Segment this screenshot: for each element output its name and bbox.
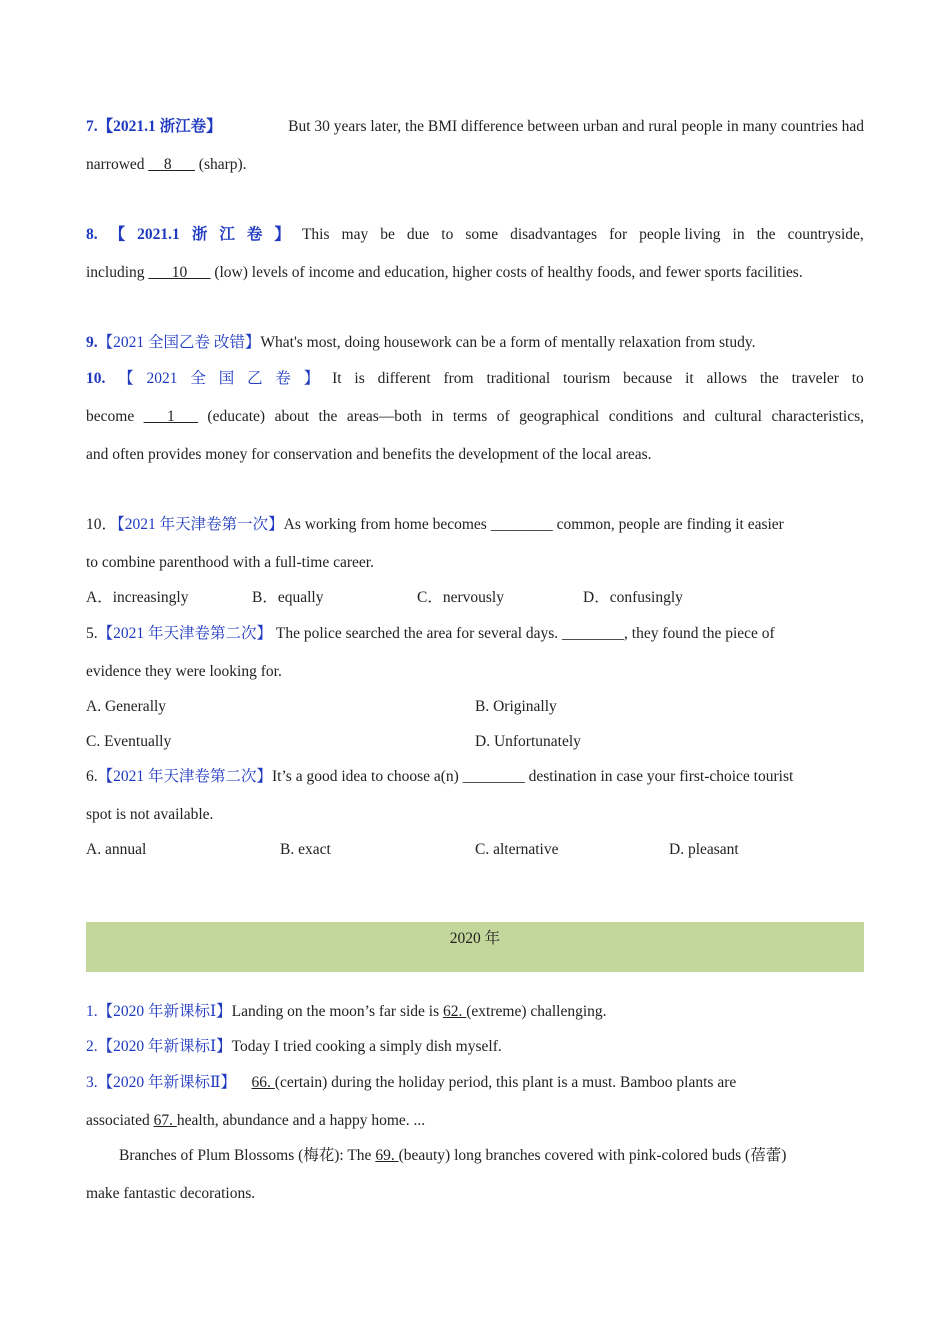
q8-word: This	[301, 226, 330, 243]
q5-line2: evidence they were looking for.	[86, 663, 282, 680]
q10a-blank: ___1___	[143, 408, 198, 425]
q6-option-d[interactable]: D. pleasant	[669, 841, 739, 858]
q10a-word: areas—both	[346, 408, 422, 425]
s3-text2a: associated	[86, 1112, 154, 1129]
q7-line2	[86, 155, 864, 175]
q10b-line1	[86, 515, 864, 535]
q10a-word: it	[685, 370, 694, 387]
q10a-line3: and often provides money for conservation and benefits the development of the local areas.	[86, 446, 652, 463]
q10a-tag-w3: 全	[190, 370, 206, 387]
section-header-2020	[86, 922, 864, 972]
q8-tag-w5: 卷	[246, 226, 263, 243]
q9-number: 9.	[86, 334, 98, 351]
q5-number: 5.	[86, 625, 98, 642]
q8-tag-w4: 江	[219, 226, 235, 243]
s3-text3a: Branches of Plum Blossoms (梅花): The	[119, 1147, 376, 1164]
q5-option-d[interactable]: D. Unfortunately	[475, 733, 581, 750]
s3-blank-69: 69.	[375, 1147, 399, 1164]
q10a-word: traditional	[486, 370, 551, 387]
s3-blank-66: 66.	[251, 1074, 275, 1091]
q8-text2b: (low) levels of income and education, higher costs of healthy foods, and fewer sports facilities.	[210, 264, 803, 281]
q10a-word: in	[431, 408, 444, 425]
q10a-word: traveler	[791, 370, 839, 387]
q10a-tag-w6: 卷	[275, 370, 291, 387]
q8-word: in	[732, 226, 745, 243]
q10b-line2: to combine parenthood with a full-time career.	[86, 554, 374, 571]
s1-blank: 62.	[443, 1003, 467, 1020]
q10a-word: become	[86, 408, 135, 425]
q10a-word: terms	[452, 408, 488, 425]
q7-text2b: (sharp).	[194, 156, 247, 173]
q6-line1	[86, 767, 864, 787]
s1-source-tag: 1.【2020 年新课标Ⅰ】	[86, 1003, 232, 1020]
q10b-source-tag: 【2021 年天津卷第一次】	[117, 516, 284, 533]
s2-text: Today I tried cooking a simply dish myself.	[231, 1038, 502, 1055]
q10a-word: of	[496, 408, 510, 425]
q10a-word: and	[682, 408, 706, 425]
q5-text1: The police searched the area for several days. ________, they found the piece of	[272, 625, 775, 642]
q5-option-c[interactable]: C. Eventually	[86, 733, 172, 750]
q10b-option-b[interactable]: B．equally	[252, 589, 324, 606]
q8-tag-w3: 浙	[191, 226, 208, 243]
q6-option-c[interactable]: C. alternative	[475, 841, 559, 858]
q5-option-a[interactable]: A. Generally	[86, 698, 167, 715]
s2-source-tag: 2.【2020 年新课标Ⅰ】	[86, 1038, 232, 1055]
q8-tag-w0: 8.	[86, 226, 98, 243]
q10b-options	[86, 588, 864, 608]
q10a-word: about	[274, 408, 309, 425]
s3-text2b: health, abundance and a happy home. ...	[176, 1112, 426, 1129]
s3-blank-67: 67.	[153, 1112, 177, 1129]
q7-text1: But 30 years later, the BMI difference between urban and rural people in many countries had	[288, 118, 864, 135]
q10a-word: tourism	[562, 370, 611, 387]
q10a-tag-w5: 乙	[247, 370, 263, 387]
q8-tag-w6: 】	[274, 226, 290, 243]
q8-tag-w2: 2021.1	[137, 226, 180, 243]
q10a-word: because	[623, 370, 673, 387]
q10b-option-d[interactable]: D．confusingly	[583, 589, 683, 606]
q5-line1	[86, 624, 864, 644]
q9-line	[86, 333, 864, 353]
q10a-word: conditions	[608, 408, 674, 425]
s3-line1	[86, 1073, 864, 1093]
q7-text2a: narrowed	[86, 156, 149, 173]
q8-word: the	[756, 226, 776, 243]
q5-options-row2	[86, 732, 864, 752]
q10a-word: It	[332, 370, 342, 387]
q10a-word: the	[318, 408, 338, 425]
q8-word: for	[609, 226, 628, 243]
s3-line4: make fantastic decorations.	[86, 1185, 256, 1202]
q6-text1: It’s a good idea to choose a(n) ________ destination in case your first-choice tourist	[272, 768, 794, 785]
q7-line1	[86, 117, 864, 137]
q6-option-a[interactable]: A. annual	[86, 841, 147, 858]
s3-source-tag: 3.【2020 年新课标Ⅱ】	[86, 1074, 237, 1091]
q10a-word: cultural	[714, 408, 762, 425]
s3-gap	[236, 1074, 252, 1091]
q7-blank: __8___	[148, 156, 195, 173]
q8-word: disadvantages	[510, 226, 598, 243]
s1-line	[86, 1002, 864, 1022]
q6-number: 6.	[86, 768, 98, 785]
s3-text3b: (beauty) long branches covered with pink-colored buds (蓓蕾)	[398, 1147, 787, 1164]
q6-options	[86, 840, 864, 860]
q10a-tag-w4: 国	[218, 370, 235, 387]
q8-word: may	[341, 226, 369, 243]
q8-word: due	[406, 226, 430, 243]
q10a-tag-w2: 2021	[146, 370, 178, 387]
q5-options-row1	[86, 697, 864, 717]
s3-line2	[86, 1111, 864, 1131]
q6-source-tag: 【2021 年天津卷第二次】	[97, 768, 273, 785]
q8-tag-w1: 【	[109, 226, 126, 243]
q8-word: be	[380, 226, 395, 243]
q10a-tag-w7: 】	[303, 370, 320, 387]
s3-text1: (certain) during the holiday period, this plant is a must. Bamboo plants are	[274, 1074, 737, 1091]
s1-text-b: (extreme) challenging.	[466, 1003, 607, 1020]
q8-word: people living	[639, 226, 721, 243]
q8-blank: ___10___	[148, 264, 211, 281]
q6-option-b[interactable]: B. exact	[280, 841, 331, 858]
q10a-word: to	[851, 370, 864, 387]
s2-line	[86, 1037, 864, 1057]
q6-line2: spot is not available.	[86, 806, 214, 823]
q10a-line1	[86, 369, 864, 389]
q10a-word: characteristics,	[771, 408, 864, 425]
section-title: 2020 年	[449, 930, 501, 947]
s3-line3	[119, 1146, 897, 1166]
q8-text2a: including	[86, 264, 149, 281]
q10a-tag-w1: 【	[118, 370, 134, 387]
q10a-word: (educate)	[207, 408, 266, 425]
q10a-word: allows	[706, 370, 747, 387]
q10b-option-a[interactable]: A．increasingly	[86, 589, 189, 606]
q10b-text1: As working from home becomes ________ common, people are finding it easier	[283, 516, 784, 533]
q8-line1	[86, 225, 864, 245]
q7-source-tag: 7.【2021.1 浙江卷】	[86, 118, 222, 135]
q9-source-tag: 【2021 全国乙卷 改错】	[97, 334, 261, 351]
q8-word: some	[465, 226, 499, 243]
q10a-word: the	[759, 370, 779, 387]
q8-word: countryside,	[787, 226, 864, 243]
q5-source-tag: 【2021 年天津卷第二次】	[97, 625, 273, 642]
q5-option-b[interactable]: B. Originally	[475, 698, 557, 715]
q9-text: What's most, doing housework can be a form of mentally relaxation from study.	[260, 334, 756, 351]
q10a-word: from	[443, 370, 474, 387]
q10a-line2	[86, 407, 864, 427]
q10a-word: geographical	[519, 408, 600, 425]
q10b-option-c[interactable]: C．nervously	[417, 589, 504, 606]
q10a-word: different	[377, 370, 431, 387]
s1-text-a: Landing on the moon’s far side is	[231, 1003, 443, 1020]
q8-word: to	[441, 226, 454, 243]
q8-line2	[86, 263, 864, 283]
q10b-number: 10．	[86, 516, 118, 533]
q10a-word: is	[354, 370, 365, 387]
q10a-tag-w0: 10.	[86, 370, 106, 387]
